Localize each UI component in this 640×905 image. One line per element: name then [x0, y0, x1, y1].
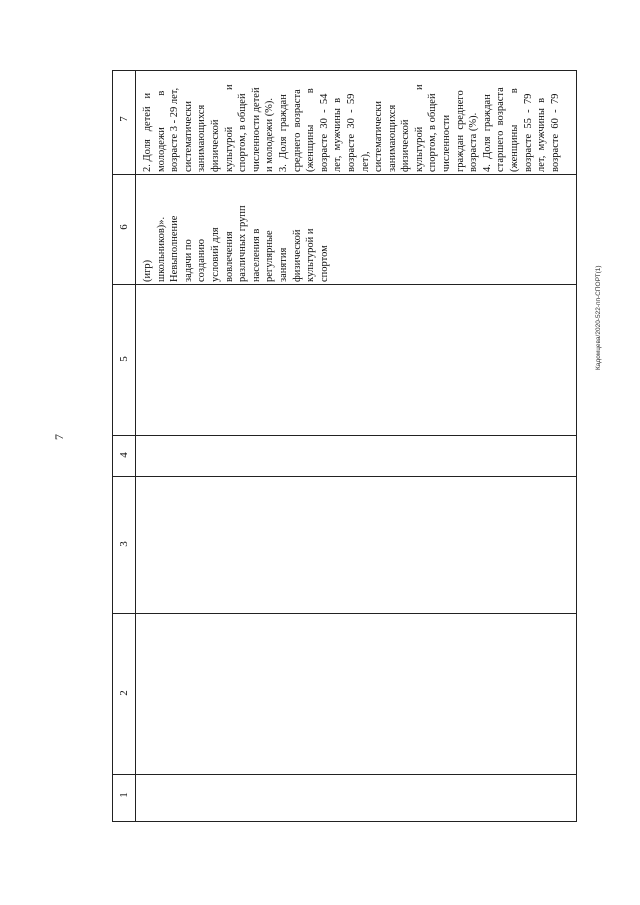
text-line: лет, мужчины в [536, 97, 548, 172]
text-line: спортом, в общей [237, 93, 249, 172]
text-line: численности детей [250, 87, 262, 172]
text-line: регулярные [264, 230, 276, 282]
col-divider [113, 435, 576, 436]
text-line: среднего возраста [291, 89, 303, 172]
text-line: условий для [209, 227, 221, 282]
column-header-2: 2 [118, 690, 130, 696]
text-line: спортом [318, 245, 330, 282]
document-footer: Кадомцева/2020-522-пп-СПОРТ(1) [595, 265, 602, 370]
col-divider [113, 476, 576, 477]
text-line: молодежи в [155, 90, 167, 172]
text-line: старшего возраста [495, 87, 507, 172]
column-header-5: 5 [118, 356, 130, 362]
text-line: систематически [182, 101, 194, 172]
text-line: физической [291, 229, 303, 282]
text-line: лет), [359, 151, 371, 172]
text-line: вовлечения [223, 231, 235, 282]
col-divider [113, 774, 576, 775]
text-line: лет, мужчины в [332, 97, 344, 172]
text-line: возрасте 60 - 79 [549, 93, 561, 172]
page-number: 7 [52, 434, 66, 440]
text-line: (игр) [142, 259, 153, 282]
text-line: (женщины в [509, 88, 521, 172]
col-divider [113, 174, 576, 175]
col-divider [113, 613, 576, 614]
text-line: возрасте 30 - 59 [345, 93, 357, 172]
text-line: возрасте 55 - 79 [522, 93, 534, 172]
risk-cell [141, 205, 331, 282]
text-line: задачи по [182, 239, 194, 282]
indicators-cell [141, 84, 562, 172]
text-line: физической [400, 119, 412, 172]
column-header-3: 3 [118, 541, 130, 547]
column-header-1: 1 [118, 792, 130, 798]
text-line: физической [209, 119, 221, 172]
text-line: граждан среднего [454, 90, 466, 172]
col-divider [113, 284, 576, 285]
text-line: и молодежи (%). [264, 97, 276, 172]
text-line: спортом, в общей [427, 93, 439, 172]
text-line: культурой и [223, 84, 235, 172]
text-line: занятия [277, 247, 289, 282]
text-line: возраста (%). [468, 112, 480, 172]
text-line: Невыполнение [169, 215, 181, 282]
text-line: 2. Доля детей и [142, 92, 153, 172]
text-line: возрасте 3 - 29 лет, [169, 87, 181, 172]
text-line: различных групп [237, 205, 249, 282]
text-line: населения в [250, 228, 262, 282]
text-line: численности [441, 114, 453, 172]
text-line: занимающихся [386, 104, 398, 172]
text-line: школьников)». [155, 216, 167, 282]
text-line: (женщины в [305, 88, 317, 172]
column-header-6: 6 [118, 224, 130, 230]
text-line: созданию [196, 239, 208, 282]
program-table [112, 70, 577, 822]
text-line: культурой и [413, 84, 425, 172]
text-line: занимающихся [196, 104, 208, 172]
text-line: 3. Доля граждан [277, 94, 289, 172]
text-line: 4. Доля граждан [481, 94, 493, 172]
text-line: систематически [373, 101, 385, 172]
text-line: культурой и [305, 228, 317, 282]
column-header-4: 4 [118, 452, 130, 458]
text-line: возрасте 30 - 54 [318, 93, 330, 172]
column-header-7: 7 [118, 116, 130, 122]
